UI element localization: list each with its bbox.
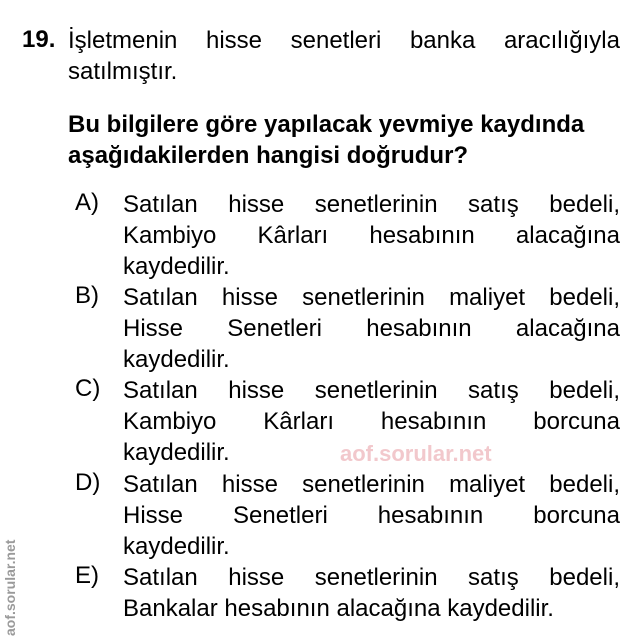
option-letter: D) [75, 469, 101, 496]
question-prompt [68, 109, 620, 171]
option-line: kaydedilir. [123, 346, 230, 373]
option-line: Satılan hisse senetlerinin maliyet bedeli, [123, 471, 620, 498]
question-stem [68, 25, 620, 87]
option-line: Kambiyo Kârları hesabının alacağına [123, 222, 620, 249]
watermark-side: aof.sorular.net [2, 539, 18, 636]
option-line: Kambiyo Kârları hesabının borcuna [123, 408, 620, 435]
watermark-center: aof.sorular.net [340, 441, 492, 466]
option-line: kaydedilir. [123, 439, 230, 466]
option-line: Satılan hisse senetlerinin satış bedeli, [123, 564, 620, 591]
prompt-line: Bu bilgilere göre yapılacak yevmiye kaydında [68, 111, 585, 138]
option-line: Satılan hisse senetlerinin satış bedeli, [123, 191, 620, 218]
option-letter: C) [75, 375, 101, 402]
prompt-line: aşağıdakilerden hangisi doğrudur? [68, 142, 469, 169]
option-line: kaydedilir. [123, 533, 230, 560]
option-line: Satılan hisse senetlerinin satış bedeli, [123, 377, 620, 404]
option-line: Satılan hisse senetlerinin maliyet bedeli, [123, 284, 620, 311]
question-number: 19. [22, 26, 56, 53]
option-line: kaydedilir. [123, 253, 230, 280]
stem-line: satılmıştır. [68, 58, 178, 85]
option-letter: E) [75, 562, 99, 589]
option-line: Hisse Senetleri hesabının borcuna [123, 502, 620, 529]
option-letter: A) [75, 189, 99, 216]
option-line: Hisse Senetleri hesabının alacağına [123, 315, 620, 342]
option-letter: B) [75, 282, 99, 309]
option-line: Bankalar hesabının alacağına kaydedilir. [123, 595, 554, 622]
stem-line: İşletmenin hisse senetleri banka aracılığıyla [68, 27, 620, 54]
